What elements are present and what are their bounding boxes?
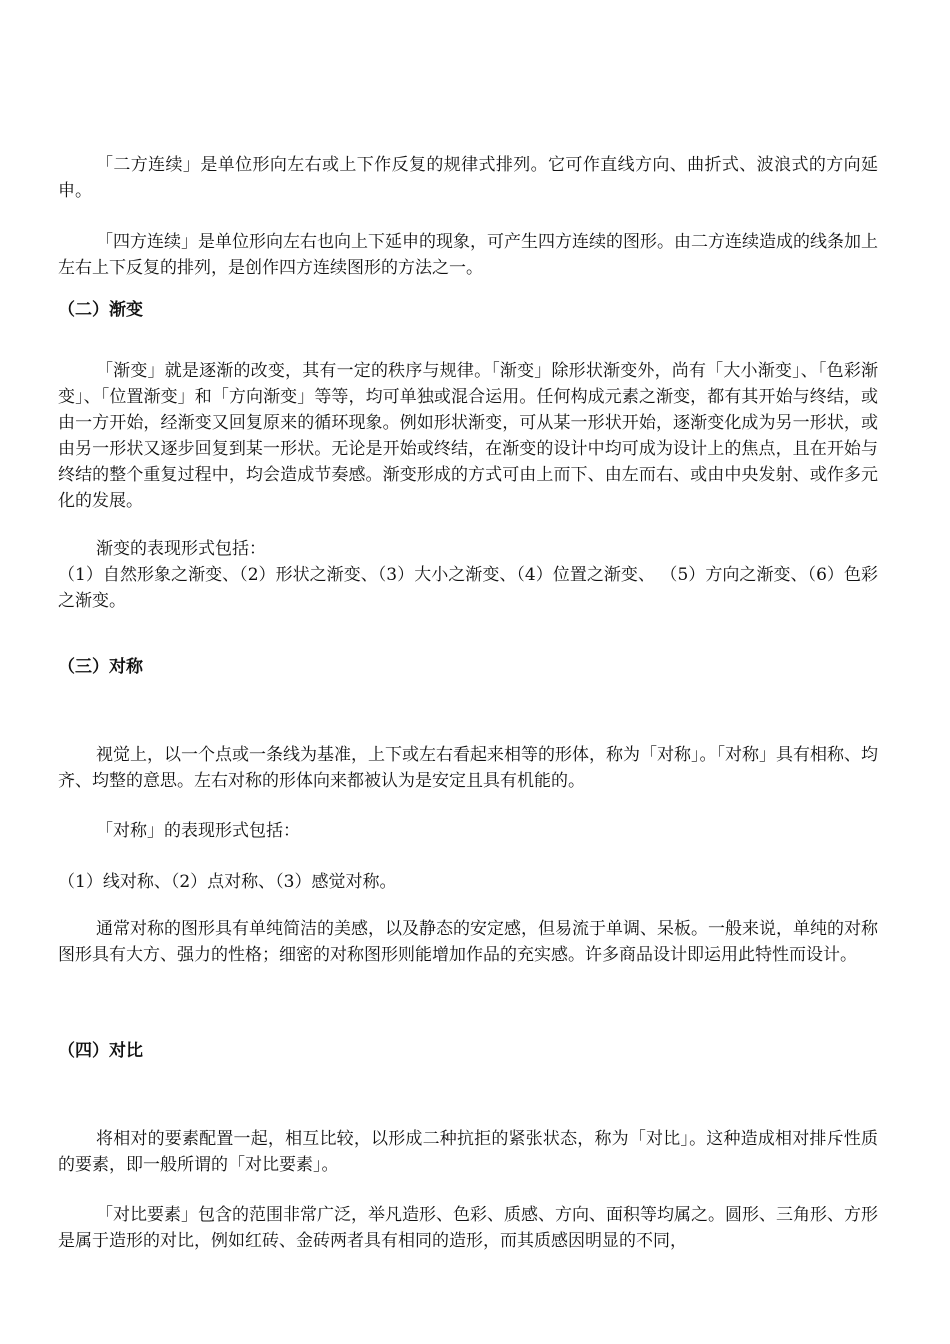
paragraph-gradient-forms-intro: 渐变的表现形式包括： (96, 539, 266, 559)
paragraph-symmetry-forms-list: （1）线对称、（2）点对称、（3）感觉对称。 (58, 872, 397, 892)
paragraph-contrast-elements: 「对比要素」包含的范围非常广泛，举凡造形、色彩、质感、方向、面积等均属之。圆形、三角形、方形是属于造形的对比，例如红砖、金砖两者具有相同的造形，而其质感因明显的不同， (58, 1205, 878, 1251)
section-heading-symmetry: （三）对称 (58, 657, 143, 677)
paragraph-two-way-continuous: 「二方连续」是单位形向左右或上下作反复的规律式排列。它可作直线方向、曲折式、波浪式的方向延申。 (58, 155, 878, 201)
section-heading-gradient: （二）渐变 (58, 300, 143, 320)
paragraph-gradient-definition: 「渐变」就是逐渐的改变，其有一定的秩序与规律。「渐变」除形状渐变外，尚有「大小渐变」、「色彩渐变」、「位置渐变」和「方向渐变」等等，均可单独或混合运用。任何构成元素之渐变，都有其开始与终结，或由一方开始，经渐变又回复原来的循环现象。例如形状渐变，可从某一形状开始，逐渐变化成为另一形状，或由另一形状又逐步回复到某一形状。无论是开始或终结，在渐变的设计中均可成为设计上的焦点，且在开始与终结的整个重复过程中，均会造成节奏感。渐变形成的方式可由上而下、由左而右、或由中央发射、或作多元化的发展。 (58, 361, 878, 511)
section-heading-contrast: （四）对比 (58, 1041, 143, 1061)
paragraph-symmetry-forms-intro: 「对称」的表现形式包括： (96, 821, 300, 841)
paragraph-symmetry-definition: 视觉上，以一个点或一条线为基准，上下或左右看起来相等的形体，称为「对称」。「对称」具有相称、均齐、均整的意思。左右对称的形体向来都被认为是安定且具有机能的。 (58, 745, 878, 791)
paragraph-four-way-continuous: 「四方连续」是单位形向左右也向上下延申的现象，可产生四方连续的图形。由二方连续造成的线条加上左右上下反复的排列，是创作四方连续图形的方法之一。 (58, 232, 878, 278)
paragraph-contrast-definition: 将相对的要素配置一起，相互比较，以形成二种抗拒的紧张状态，称为「对比」。这种造成相对排斥性质的要素，即一般所谓的「对比要素」。 (58, 1129, 878, 1175)
paragraph-gradient-forms-list: （1）自然形象之渐变、（2）形状之渐变、（3）大小之渐变、（4）位置之渐变、 （5）方向之渐变、（6）色彩之渐变。 (58, 565, 878, 611)
paragraph-symmetry-characteristics: 通常对称的图形具有单纯简洁的美感，以及静态的安定感，但易流于单调、呆板。一般来说，单纯的对称图形具有大方、强力的性格；细密的对称图形则能增加作品的充实感。许多商品设计即运用此特性而设计。 (58, 919, 878, 965)
